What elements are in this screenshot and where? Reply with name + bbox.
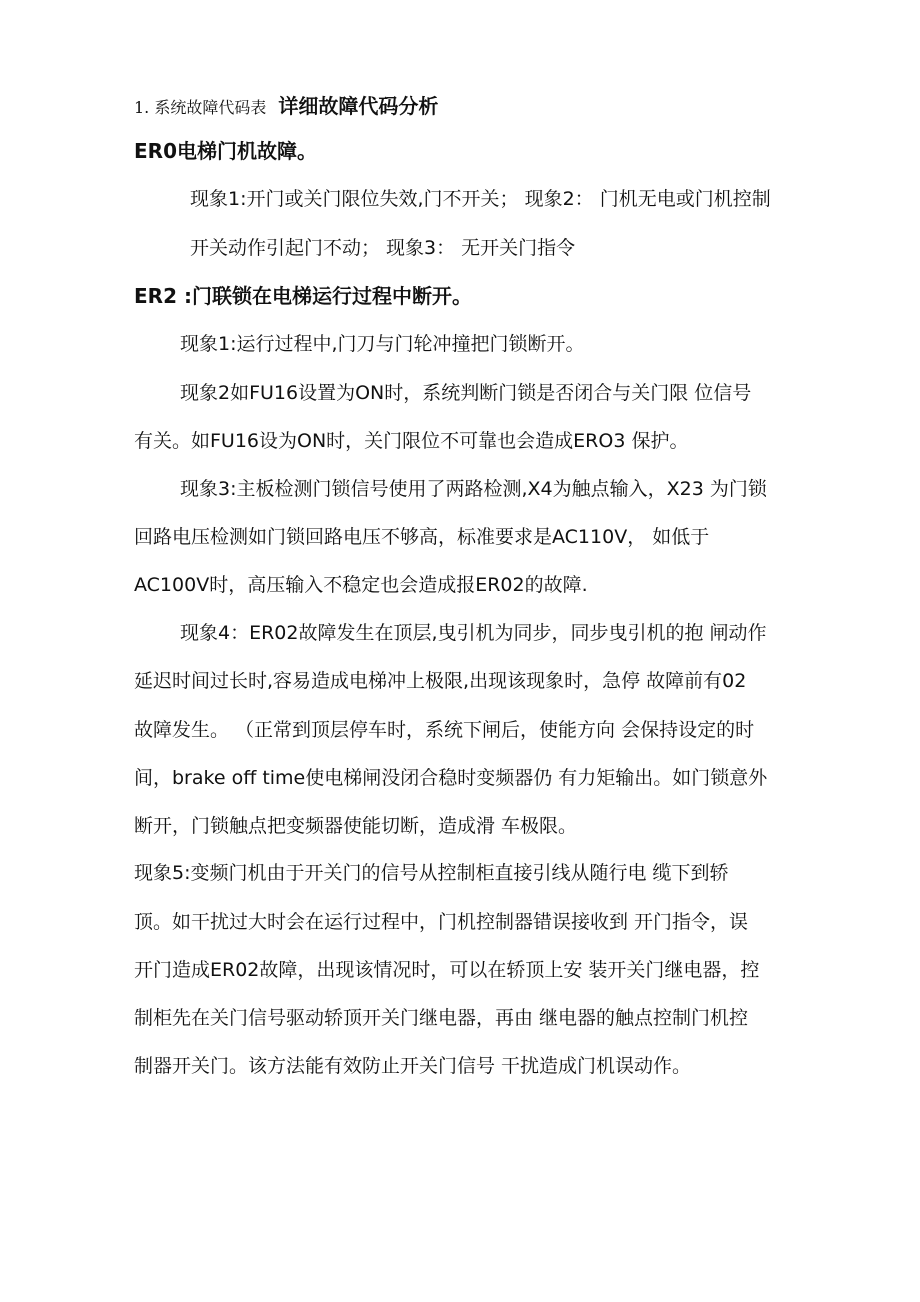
- er2-line: 间，brake off time使电梯闸没闭合稳时变频器仍 有力矩输出。如门锁意外: [134, 767, 768, 789]
- er2-line: 延迟时间过长时,容易造成电梯冲上极限,出现该现象时，急停 故障前有02: [134, 670, 747, 692]
- heading-subtitle: 详细故障代码分析: [278, 94, 439, 118]
- er2-line: 制器开关门。该方法能有效防止开关门信号 干扰造成门机误动作。: [134, 1055, 692, 1077]
- er2-line: 现象2如FU16设置为ON时，系统判断门锁是否闭合与关门限 位信号: [180, 382, 752, 404]
- er2-line: 现象3:主板检测门锁信号使用了两路检测,X4为触点输入，X23 为门锁: [180, 478, 767, 500]
- er2-line: 有关。如FU16设为ON时，关门限位不可靠也会造成ERO3 保护。: [134, 430, 689, 452]
- er2-line: 顶。如干扰过大时会在运行过程中，门机控制器错误接收到 开门指令，误: [134, 911, 749, 933]
- er0-line: 现象1:开门或关门限位失效,门不开关； 现象2： 门机无电或门机控制: [190, 188, 771, 210]
- er0-title: ER0电梯门机故障。: [134, 139, 317, 163]
- er2-title: ER2 :门联锁在电梯运行过程中断开。: [134, 284, 472, 308]
- er0-line: 开关动作引起门不动； 现象3： 无开关门指令: [190, 237, 576, 259]
- er2-line: 现象4：ER02故障发生在顶层,曳引机为同步，同步曳引机的抱 闸动作: [180, 622, 767, 644]
- er2-line: 开门造成ER02故障，出现该情况时，可以在轿顶上安 装开关门继电器，控: [134, 959, 760, 981]
- er2-line: 断开，门锁触点把变频器使能切断，造成滑 车极限。: [134, 815, 578, 837]
- section-heading: [134, 94, 438, 120]
- er2-line: 故障发生。 （正常到顶层停车时，系统下闸后，使能方向 会保持设定的时: [134, 719, 755, 741]
- er2-line: 制柜先在关门信号驱动轿顶开关门继电器，再由 继电器的触点控制门机控: [134, 1007, 749, 1029]
- er2-line: 现象1:运行过程中,门刀与门轮冲撞把门锁断开。: [180, 333, 585, 355]
- heading-number-title: 1. 系统故障代码表: [134, 98, 267, 117]
- er2-line: 回路电压检测如门锁回路电压不够高，标准要求是AC110V， 如低于: [134, 526, 710, 548]
- er2-line: AC100V时，高压输入不稳定也会造成报ER02的故障.: [134, 574, 588, 596]
- er2-line: 现象5:变频门机由于开关门的信号从控制柜直接引线从随行电 缆下到轿: [134, 862, 729, 884]
